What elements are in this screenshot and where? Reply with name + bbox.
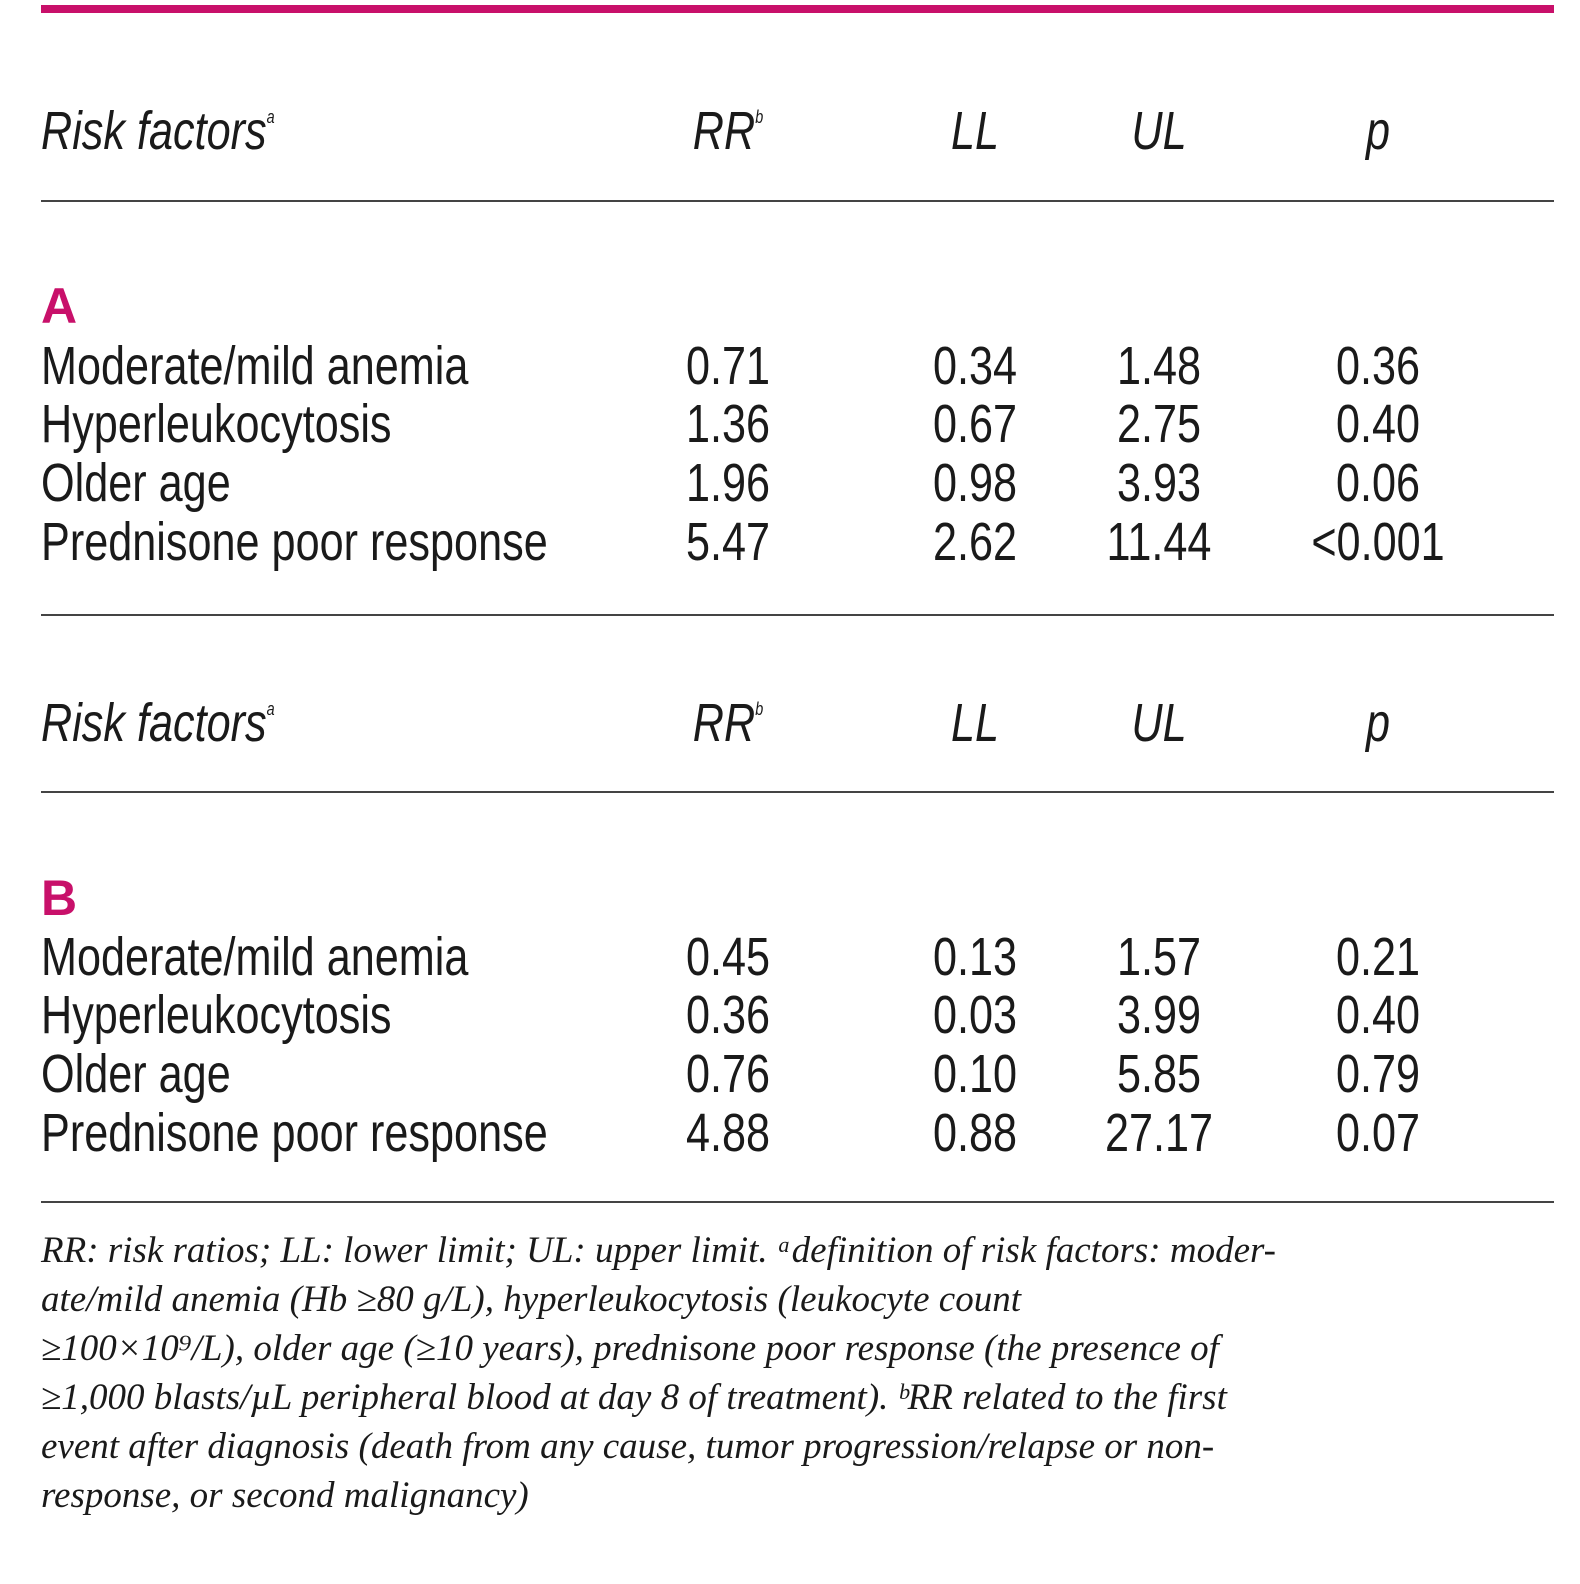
row-ul: 5.85: [1116, 1044, 1202, 1104]
row-factor: Hyperleukocytosis: [41, 394, 392, 454]
bottom-rule: [41, 1201, 1554, 1203]
row-ul: 2.75: [1116, 394, 1202, 454]
header-ll: LL: [950, 101, 1000, 161]
row-factor: Prednisone poor response: [41, 512, 548, 572]
row-p: 0.79: [1335, 1044, 1421, 1104]
row-ll: 0.03: [932, 985, 1018, 1045]
footnote-line: ≥1,000 blasts/µL peripheral blood at day 8 of treatment). ᵇRR related to the first: [41, 1377, 1227, 1418]
row-rr: 4.88: [685, 1103, 771, 1163]
row-rr: 5.47: [685, 512, 771, 572]
footnote-line: RR: risk ratios; LL: lower limit; UL: upper limit. ᵃdefinition of risk factors: moder-: [41, 1230, 1276, 1271]
row-ll: 0.34: [932, 336, 1018, 396]
row-ul: 1.48: [1116, 336, 1202, 396]
header-p: p: [1365, 101, 1391, 161]
section-label-a: A: [41, 278, 78, 334]
header-ul: UL: [1131, 101, 1187, 161]
row-factor: Older age: [41, 1044, 231, 1104]
header-rr: RR$^b$: [692, 101, 764, 161]
row-factor: Prednisone poor response: [41, 1103, 548, 1163]
row-rr: 0.36: [685, 985, 771, 1045]
row-p: 0.21: [1335, 927, 1421, 987]
row-rr: 1.96: [685, 453, 771, 513]
row-ul: 27.17: [1104, 1103, 1214, 1163]
header-risk-factors: Risk factors$^a$: [41, 693, 275, 753]
top-accent-rule: [41, 5, 1554, 13]
row-ul: 1.57: [1116, 927, 1202, 987]
row-ll: 0.88: [932, 1103, 1018, 1163]
header-rule-b: [41, 791, 1554, 793]
row-p: 0.07: [1335, 1103, 1421, 1163]
row-p: 0.40: [1335, 394, 1421, 454]
row-ll: 0.98: [932, 453, 1018, 513]
row-ul: 3.99: [1116, 985, 1202, 1045]
table-footnote: [41, 1226, 1554, 1520]
row-factor: Moderate/mild anemia: [41, 927, 469, 987]
footnote-line: ate/mild anemia (Hb ≥80 g/L), hyperleukocytosis (leukocyte count: [41, 1279, 1021, 1320]
section-rule-a: [41, 614, 1554, 616]
row-rr: 1.36: [685, 394, 771, 454]
header-risk-factors: Risk factors$^a$: [41, 101, 275, 161]
header-ul: UL: [1131, 693, 1187, 753]
row-p: <0.001: [1311, 512, 1445, 572]
header-ll: LL: [950, 693, 1000, 753]
footnote-line: event after diagnosis (death from any cause, tumor progression/relapse or non-: [41, 1426, 1215, 1467]
footnote-line: ≥100×10⁹/L), older age (≥10 years), prednisone poor response (the presence of: [41, 1328, 1219, 1369]
row-rr: 0.71: [685, 336, 771, 396]
row-ll: 0.13: [932, 927, 1018, 987]
row-ll: 2.62: [932, 512, 1018, 572]
row-ll: 0.67: [932, 394, 1018, 454]
row-ul: 3.93: [1116, 453, 1202, 513]
row-p: 0.06: [1335, 453, 1421, 513]
row-factor: Older age: [41, 453, 231, 513]
header-p: p: [1365, 693, 1391, 753]
row-factor: Hyperleukocytosis: [41, 985, 392, 1045]
header-rr: RR$^b$: [692, 693, 764, 753]
row-ul: 11.44: [1106, 512, 1212, 572]
footnote-line: response, or second malignancy): [41, 1475, 529, 1516]
header-rule-a: [41, 200, 1554, 202]
row-rr: 0.76: [685, 1044, 771, 1104]
section-label-b: B: [41, 870, 78, 926]
row-p: 0.36: [1335, 336, 1421, 396]
row-p: 0.40: [1335, 985, 1421, 1045]
row-ll: 0.10: [932, 1044, 1018, 1104]
row-rr: 0.45: [685, 927, 771, 987]
row-factor: Moderate/mild anemia: [41, 336, 469, 396]
